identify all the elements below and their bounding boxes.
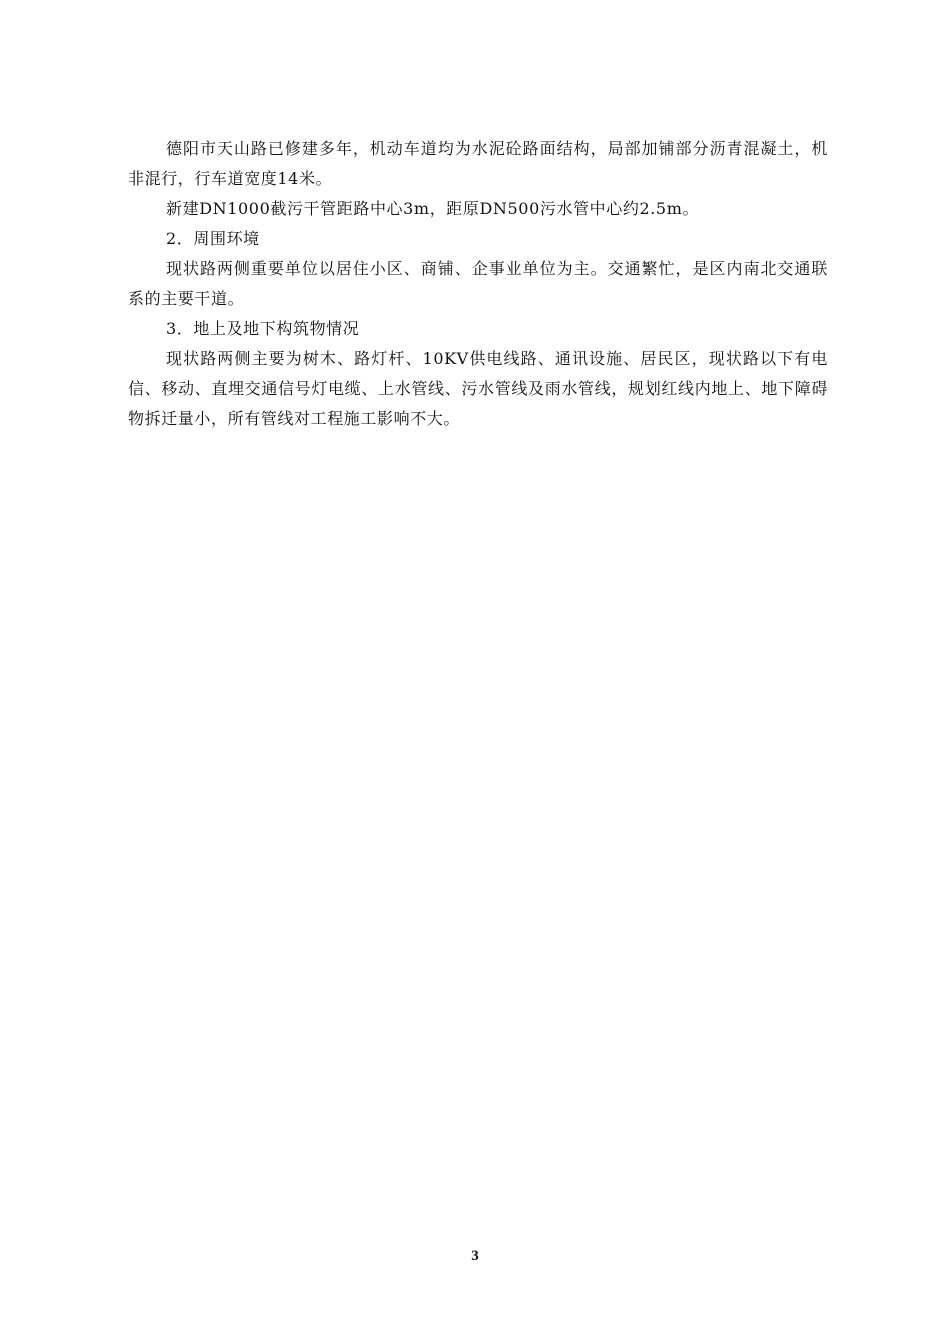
- road-description-paragraph: 德阳市天山路已修建多年，机动车道均为水泥砼路面结构，局部加铺部分沥青混凝土，机非混行，行车道宽度14米。: [128, 139, 828, 188]
- structures-paragraph: 现状路两侧主要为树木、路灯杆、10KV供电线路、通讯设施、居民区，现状路以下有电信、移动、直埋交通信号灯电缆、上水管线、污水管线及雨水管线，规划红线内地上、地下障碍物拆迁量小，所有管线对工程施工影响不大。: [128, 349, 828, 428]
- section-heading-surroundings: 2．周围环境: [166, 229, 260, 248]
- pipe-location-paragraph: 新建DN1000截污干管距路中心3m，距原DN500污水管中心约2.5m。: [166, 199, 700, 218]
- page-number: 3: [471, 1248, 479, 1264]
- section-heading-structures: 3．地上及地下构筑物情况: [166, 319, 360, 338]
- document-body: [128, 134, 828, 434]
- surroundings-paragraph: 现状路两侧重要单位以居住小区、商铺、企事业单位为主。交通繁忙，是区内南北交通联系的主要干道。: [128, 259, 828, 308]
